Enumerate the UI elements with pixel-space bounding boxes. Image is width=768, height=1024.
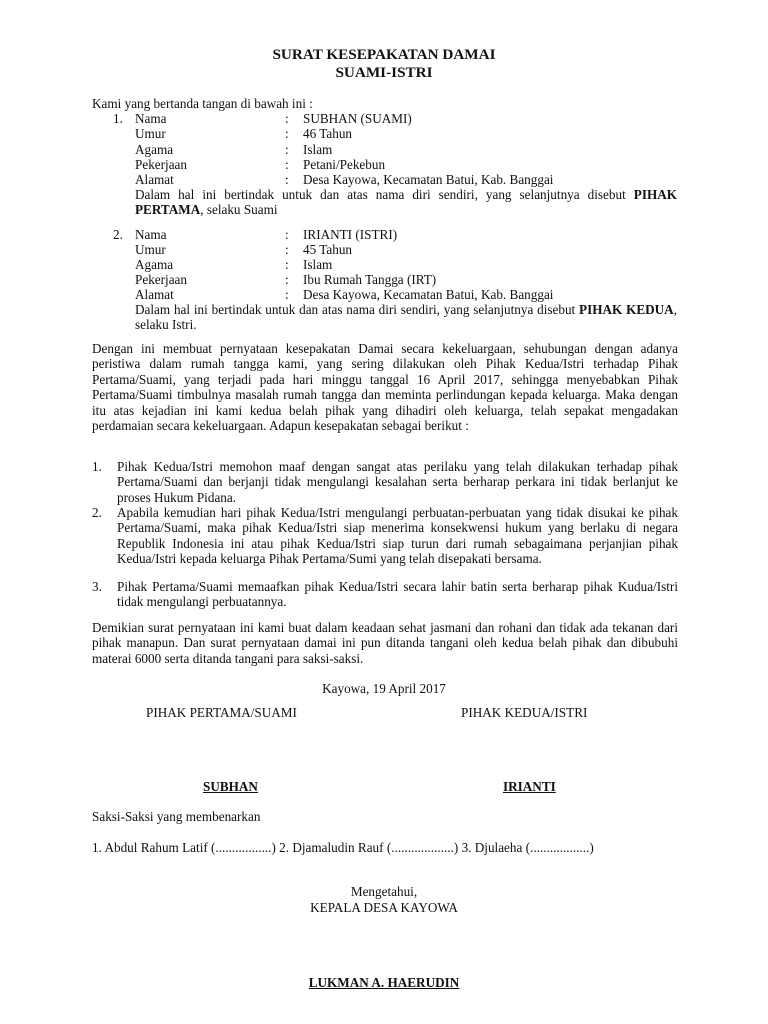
agreement-number: 2.	[92, 505, 102, 520]
left-signatory-role: PIHAK PERTAMA/SUAMI	[146, 705, 297, 720]
field-colon: :	[285, 227, 289, 242]
place-date: Kayowa, 19 April 2017	[322, 681, 446, 696]
agreement-text: Apabila kemudian hari pihak Kedua/Istri mengulangi perbuatan-perbuatan yang tidak disukai ke pihak Pertama/Suami, maka pihak Kedua/Istri siap menerima konsekwensi hukum yang berlaku di negara Republik Indonesia ini atau pihak Kedua/Istri siap turun dari rumah sebagaimana perjanjian pihak Kedua/Istri kepada keluarga Pihak Pertama/Sumi yang telah disepakati bersama.	[117, 505, 678, 567]
field-colon: :	[285, 172, 289, 187]
party-one-row-age	[0, 126, 768, 141]
party-two-row-address	[0, 287, 768, 302]
statement-role: , selaku Suami	[200, 202, 278, 218]
field-colon: :	[285, 157, 289, 172]
party-two-number: 2.	[113, 227, 123, 242]
statement-role: , selaku Istri.	[135, 302, 677, 333]
field-label: Pekerjaan	[135, 272, 187, 287]
field-colon: :	[285, 257, 289, 272]
document-subtitle: SUAMI-ISTRI	[335, 64, 433, 81]
party-one-row-address	[0, 172, 768, 187]
field-colon: :	[285, 126, 289, 141]
party-one-row-occupation	[0, 157, 768, 172]
field-value: 45 Tahun	[303, 242, 353, 257]
village-head-title: KEPALA DESA KAYOWA	[310, 900, 458, 915]
field-colon: :	[285, 111, 289, 126]
intro-text: Kami yang bertanda tangan di bawah ini :	[92, 96, 313, 111]
witness-heading: Saksi-Saksi yang membenarkan	[92, 809, 261, 824]
village-head-name: LUKMAN A. HAERUDIN	[308, 975, 460, 990]
right-signatory-role: PIHAK KEDUA/ISTRI	[461, 705, 588, 720]
statement-text: Dalam hal ini bertindak untuk dan atas nama diri sendiri, yang selanjutnya disebut	[135, 302, 580, 317]
party-one-statement	[135, 187, 677, 218]
field-value: Desa Kayowa, Kecamatan Batui, Kab. Banggai	[303, 287, 554, 302]
field-value: Islam	[303, 142, 333, 157]
document-title: SURAT KESEPAKATAN DAMAI	[272, 46, 496, 63]
party-two-row-name	[0, 227, 768, 242]
party-one-row-religion	[0, 142, 768, 157]
left-signatory-name: SUBHAN	[203, 779, 258, 794]
field-value: 46 Tahun	[303, 126, 353, 141]
party-two-row-religion	[0, 257, 768, 272]
field-label: Nama	[135, 111, 167, 126]
field-label: Alamat	[135, 172, 174, 187]
field-label: Umur	[135, 242, 166, 257]
party-two-statement	[135, 302, 677, 333]
field-value: Desa Kayowa, Kecamatan Batui, Kab. Banggai	[303, 172, 554, 187]
witness-list: 1. Abdul Rahum Latif (.................) 2. Djamaludin Rauf (...................) 3. Djulaeha (..................)	[92, 840, 594, 855]
field-colon: :	[285, 272, 289, 287]
party-two-row-age	[0, 242, 768, 257]
field-value: IRIANTI (ISTRI)	[303, 227, 398, 242]
closing-paragraph: Demikian surat pernyataan ini kami buat dalam keadaan sehat jasmani dan rohani dan tidak ada tekanan dari pihak manapun. Dan surat pernyataan damai ini pun ditanda tangani oleh kedua belah pihak dan dibubuhi materai 6000 serta ditanda tangani para saksi-saksi.	[92, 620, 678, 666]
agreement-text: Pihak Pertama/Suami memaafkan pihak Kedua/Istri secara lahir batin serta berharap pihak Kudua/Istri tidak mengulangi perbuatannya.	[117, 579, 678, 610]
field-colon: :	[285, 287, 289, 302]
agreement-number: 3.	[92, 579, 102, 594]
field-label: Nama	[135, 227, 167, 242]
party-two-row-occupation	[0, 272, 768, 287]
agreement-number: 1.	[92, 459, 102, 474]
field-label: Alamat	[135, 287, 174, 302]
agreement-text: Pihak Kedua/Istri memohon maaf dengan sangat atas perilaku yang telah dilakukan terhadap pihak Pertama/Suami dan berjanji tidak mengulangi kesalahan serta berharap perkara ini tidak berlanjut ke proses Hukum Pidana.	[117, 459, 678, 505]
field-colon: :	[285, 242, 289, 257]
field-value: SUBHAN (SUAMI)	[303, 111, 412, 126]
acknowledge-label: Mengetahui,	[350, 884, 418, 899]
party-one-row-name	[0, 111, 768, 126]
field-value: Ibu Rumah Tangga (IRT)	[303, 272, 437, 287]
field-label: Pekerjaan	[135, 157, 187, 172]
field-value: Petani/Pekebun	[303, 157, 386, 172]
field-label: Agama	[135, 142, 174, 157]
field-label: Agama	[135, 257, 174, 272]
right-signatory-name: IRIANTI	[503, 779, 556, 794]
body-paragraph: Dengan ini membuat pernyataan kesepakatan Damai secara kekeluargaan, sehubungan dengan adanya peristiwa dalam rumah tangga kami, yang sering dilakukan oleh Pihak Kedua/Istri terhadap Pihak Pertama/Suami, yang terjadi pada hari minggu tanggal 16 April 2017, sehingga menyebabkan Pihak Pertama/Suami timbulnya masalah rumah tangga dan meminta perlindungan kepada keluarga. Maka dengan itu atas kejadian ini kami kedua belah pihak yang dihadiri oleh keluarga, telah sepakat mengadakan perdamaian secara kekeluargaan. Adapun kesepakatan sebagai berikut :	[92, 341, 678, 434]
party-two-designation: PIHAK KEDUA	[579, 302, 674, 317]
statement-text: Dalam hal ini bertindak untuk dan atas nama diri sendiri, yang selanjutnya disebut	[135, 187, 634, 202]
party-one-designation: PIHAK PERTAMA	[135, 187, 677, 218]
field-colon: :	[285, 142, 289, 157]
field-value: Islam	[303, 257, 333, 272]
field-label: Umur	[135, 126, 166, 141]
party-one-number: 1.	[113, 111, 123, 126]
